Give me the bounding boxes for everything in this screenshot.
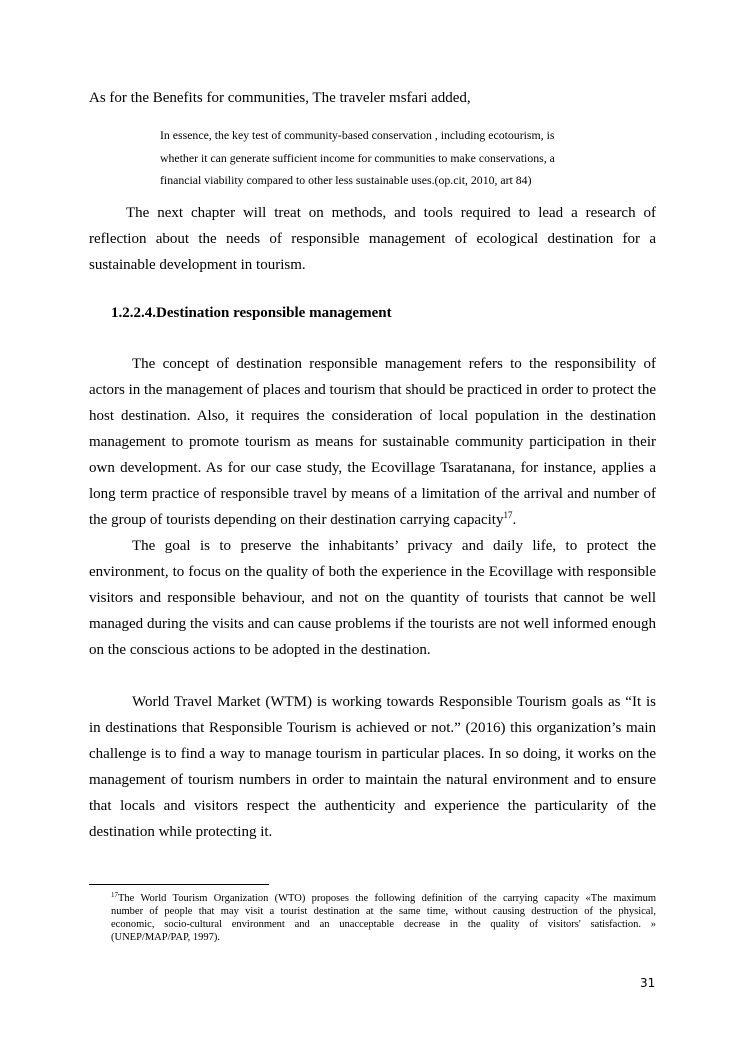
section-heading: 1.2.2.4.Destination responsible management <box>111 305 392 321</box>
footnote-line: economic, socio-cultural environment and an unacceptable decrease in the quality of visitors' satisfaction. » <box>111 919 656 930</box>
paragraph-line: long term practice of responsible travel by means of a limitation of the arrival and number of <box>89 486 656 502</box>
paragraph-line: management to promote tourism as means for sustainable community participation in their <box>89 434 656 450</box>
paragraph-line: destination while protecting it. <box>89 824 273 840</box>
paragraph-line: actors in the management of places and tourism that should be practiced in order to protect the <box>89 382 656 398</box>
paragraph-line: on the conscious actions to be adopted in the destination. <box>89 642 431 658</box>
paragraph-line: The next chapter will treat on methods, and tools required to lead a research of <box>126 205 656 221</box>
intro-sentence: As for the Benefits for communities, The traveler msfari added, <box>89 90 471 106</box>
paragraph-line-text: the group of tourists depending on their destination carrying capacity <box>89 512 504 528</box>
footnote-separator <box>89 884 269 885</box>
footnote-line: number of people that may visit a tourist destination at the same time, without causing destruction of the physical, <box>111 906 656 917</box>
paragraph-line: environment, to focus on the quality of both the experience in the Ecovillage with responsible <box>89 564 656 580</box>
paragraph-line: own development. As for our case study, the Ecovillage Tsaratanana, for instance, applies a <box>89 460 656 476</box>
footnote-number: 17 <box>111 891 118 899</box>
paragraph-line: The concept of destination responsible management refers to the responsibility of <box>132 356 656 372</box>
paragraph-next-chapter <box>89 200 656 278</box>
quote-line: financial viability compared to other less sustainable uses.(op.cit, 2010, art 84) <box>160 173 532 187</box>
quote-line: In essence, the key test of community-based conservation , including ecotourism, is <box>160 128 555 142</box>
paragraph-line: challenge is to find a way to manage tourism in particular places. In so doing, it works on the <box>89 746 656 762</box>
footnote <box>111 892 656 944</box>
block-quote <box>160 124 600 192</box>
paragraph-concept <box>89 351 656 533</box>
paragraph-line: visitors and responsible behaviour, and not on the quantity of tourists that cannot be well <box>89 590 656 606</box>
paragraph-wtm <box>89 689 656 845</box>
paragraph-line: managed during the visits and can cause problems if the tourists are not well informed enough <box>89 616 656 632</box>
paragraph-line: host destination. Also, it requires the consideration of local population in the destination <box>89 408 656 424</box>
footnote-reference[interactable]: 17 <box>503 510 513 520</box>
paragraph-line: sustainable development in tourism. <box>89 257 306 273</box>
paragraph-line-end: . <box>512 512 517 528</box>
paragraph-line <box>89 507 656 533</box>
paragraph-line: management of tourism numbers in order to maintain the natural environment and to ensure <box>89 772 656 788</box>
paragraph-line: The goal is to preserve the inhabitants’ privacy and daily life, to protect the <box>132 538 656 554</box>
footnote-text: The World Tourism Organization (WTO) proposes the following definition of the carrying capacity «The maximum <box>118 893 656 904</box>
footnote-line <box>111 892 656 905</box>
quote-line: whether it can generate sufficient income for communities to make conservations, a <box>160 150 555 165</box>
footnote-line: (UNEP/MAP/PAP, 1997). <box>111 932 221 943</box>
paragraph-line: that locals and visitors respect the authenticity and experience the particularity of the <box>89 798 656 814</box>
paragraph-line: World Travel Market (WTM) is working towards Responsible Tourism goals as “It is <box>132 694 656 710</box>
page-number: 31 <box>640 976 656 990</box>
paragraph-line: in destinations that Responsible Tourism is achieved or not.” (2016) this organization’s main <box>89 720 656 736</box>
paragraph-goal <box>89 533 656 663</box>
paragraph-line: reflection about the needs of responsible management of ecological destination for a <box>89 231 656 247</box>
